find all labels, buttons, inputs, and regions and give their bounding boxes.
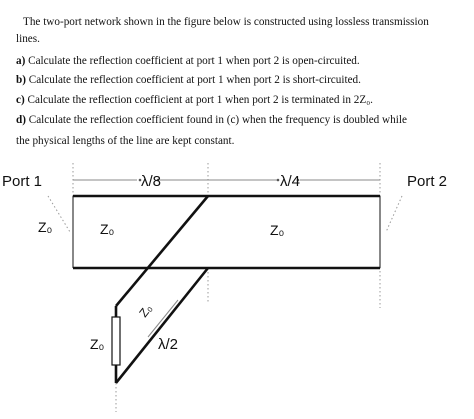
stub-lower-conductor (116, 268, 208, 383)
len-lambda-8-label: λ/8 (141, 173, 162, 190)
port2-label: Port 2 (407, 173, 448, 190)
z0-right-section-label: Z₀ (270, 222, 285, 238)
part-a-text: Calculate the reflection coefficient at port 1 when port 2 is open-circuited. (25, 55, 360, 67)
z0-port1-label: Z₀ (38, 219, 53, 235)
part-b-text: Calculate the reflection coefficient at port 1 when port 2 is short-circuited. (25, 74, 361, 86)
z0-load-label: Z₀ (90, 336, 105, 352)
intro-line-2: lines. (16, 33, 40, 45)
dotted-guides (73, 163, 380, 412)
part-d-line-2: the physical lengths of the line are kept constant. (16, 135, 235, 147)
intro-line-1: The two-port network shown in the figure below is constructed using lossless transmission (23, 16, 429, 28)
part-a-tag: a) (16, 55, 26, 67)
z0-left-section-label: Z₀ (100, 221, 115, 237)
port1-label: Port 1 (2, 173, 43, 190)
stub-upper-conductor (116, 196, 208, 306)
part-d-tag: d) (16, 114, 26, 126)
part-c-tag: c) (16, 94, 25, 106)
load-resistor (112, 317, 120, 365)
len-lambda-4-label: λ/4 (280, 173, 301, 190)
len-lambda-2-label: λ/2 (158, 336, 179, 353)
part-d-text: Calculate the reflection coefficient found in (c) when the frequency is doubled while (25, 114, 407, 126)
z0-stub-label: Z₀ (136, 301, 155, 320)
dimension-lines (73, 180, 380, 337)
part-c-text: Calculate the reflection coefficient at port 1 when port 2 is terminated in 2Z₀. (24, 94, 373, 106)
part-b-tag: b) (16, 74, 26, 86)
